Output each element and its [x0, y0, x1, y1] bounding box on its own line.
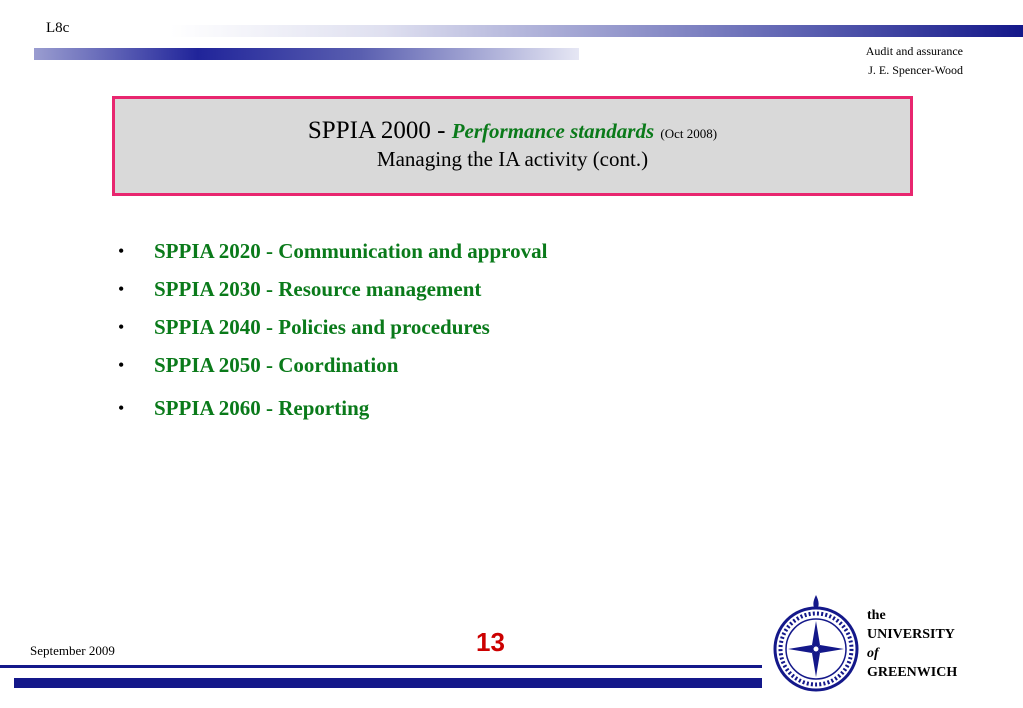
- bullet-marker: •: [118, 278, 125, 299]
- page-number: 13: [476, 627, 505, 657]
- bullet-text: SPPIA 2050 - Coordination: [154, 352, 399, 377]
- course-name: Audit and assurance: [865, 44, 963, 58]
- bullet-marker: •: [118, 240, 125, 261]
- bullet-item: [118, 232, 547, 270]
- bullet-marker: •: [118, 397, 125, 418]
- bullet-item: [118, 346, 547, 384]
- header-gradient-bar: [170, 25, 1023, 37]
- logo-line-greenwich: GREENWICH: [867, 665, 958, 680]
- university-logo-text: [867, 606, 957, 682]
- logo-line-the: the: [867, 608, 886, 623]
- bullet-text: SPPIA 2040 - Policies and procedures: [154, 314, 490, 339]
- author-name: J. E. Spencer-Wood: [868, 63, 963, 77]
- bullet-list: [118, 232, 547, 427]
- bullet-item: [118, 389, 547, 427]
- bullet-item: [118, 270, 547, 308]
- header-gradient-bar-secondary: [34, 48, 579, 60]
- title-box: [112, 96, 913, 196]
- logo-line-university: UNIVERSITY: [867, 627, 955, 642]
- bullet-item: [118, 308, 547, 346]
- university-seal-icon: [771, 593, 861, 693]
- footer-divider-thick: [14, 678, 762, 688]
- bullet-marker: •: [118, 354, 125, 375]
- logo-line-of: of: [867, 646, 879, 661]
- slide-title: [115, 117, 910, 145]
- slide-subtitle: Managing the IA activity (cont.): [376, 147, 649, 171]
- title-emphasis: Performance standards: [451, 119, 655, 143]
- bullet-text: SPPIA 2020 - Communication and approval: [154, 238, 548, 263]
- slide-id: L8c: [46, 20, 70, 36]
- footer-date: September 2009: [30, 643, 115, 658]
- bullet-text: SPPIA 2060 - Reporting: [154, 395, 370, 420]
- footer-divider: [0, 665, 762, 668]
- bullet-text: SPPIA 2030 - Resource management: [154, 276, 482, 301]
- bullet-marker: •: [118, 316, 125, 337]
- title-date: (Oct 2008): [660, 126, 718, 141]
- title-main: SPPIA 2000 -: [307, 117, 452, 144]
